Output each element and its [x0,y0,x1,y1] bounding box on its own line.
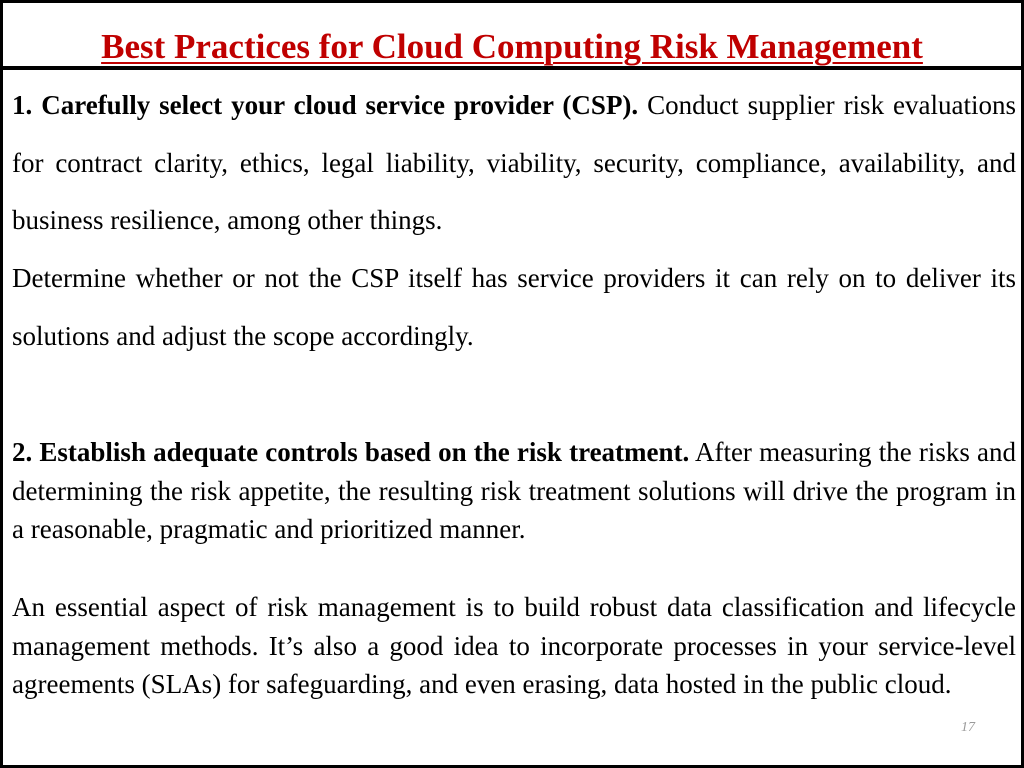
section-1-heading: 1. Carefully select your cloud service provider (CSP). [12,90,639,120]
section-1-text: Conduct supplier risk evaluations for contract clarity, ethics, legal liability, viability, security, compliance, availability, and business resilience, among other things. [12,90,1016,235]
section-2-heading: 2. Establish adequate controls based on the risk treatment. [12,437,690,467]
title-divider [3,66,1021,70]
page-number: 17 [961,720,975,735]
slide-title: Best Practices for Cloud Computing Risk Management [101,27,923,66]
section-1-paragraph [12,77,1016,250]
section-2-followup: An essential aspect of risk management is to build robust data classification and lifecycle management methods. It’s also a good idea to incorporate processes in your service-level agreements (SLAs) for safeguarding, and even erasing, data hosted in the public cloud. [12,592,1016,699]
section-2-text: After measuring the risks and determining the risk appetite, the resulting risk treatment solutions will drive the program in a reasonable, pragmatic and prioritized manner. [12,437,1016,544]
section-1-followup: Determine whether or not the CSP itself has service providers it can rely on to deliver its solutions and adjust the scope accordingly. [12,263,1016,351]
section-2-paragraph [12,433,1016,549]
